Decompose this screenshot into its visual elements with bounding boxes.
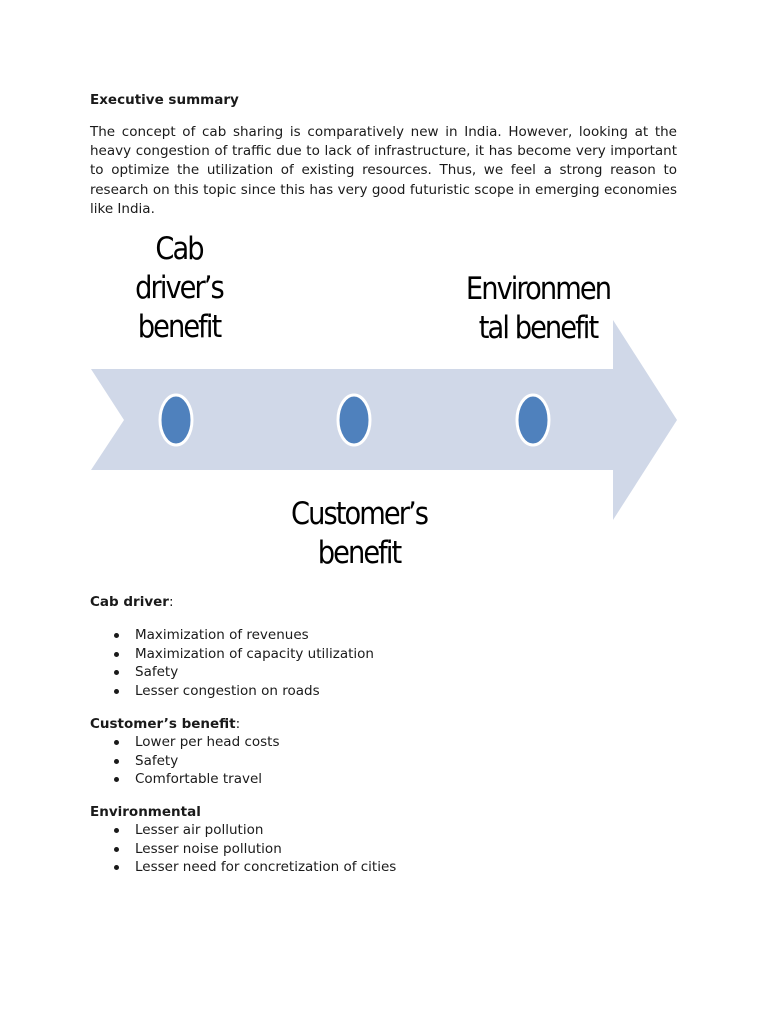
label-cab-drivers-benefit <box>125 230 232 347</box>
list-item: Lesser need for concretization of cities <box>113 858 396 877</box>
label-line: Cab <box>155 231 203 267</box>
list-item: Lesser air pollution <box>113 821 396 840</box>
label-line: Customer’s <box>290 496 428 532</box>
label-environmental-benefit <box>459 270 617 348</box>
environmental-section-title <box>90 804 201 820</box>
list-item: Safety <box>113 663 374 682</box>
cab-driver-benefits-list <box>113 626 374 700</box>
section-colon: : <box>168 594 174 610</box>
list-item: Safety <box>113 752 280 771</box>
section-title: Customer’s benefit <box>90 716 236 732</box>
timeline-marker-environment <box>517 395 549 445</box>
timeline-marker-driver <box>160 395 192 445</box>
label-line: benefit <box>317 535 401 571</box>
list-item: Lower per head costs <box>113 733 280 752</box>
list-item: Maximization of capacity utilization <box>113 645 374 664</box>
label-line: Environmen <box>465 271 611 307</box>
list-item: Comfortable travel <box>113 770 280 789</box>
intro-paragraph: The concept of cab sharing is comparatively new in India. However, looking at the heavy congestion of traffic due to lack of infrastructure, it has become very important to optimize the utilization of existing resources. Thus, we feel a strong reason to research on this topic since this has very good futuristic scope in emerging economies like India. <box>90 124 677 217</box>
section-title: Cab driver <box>90 594 169 610</box>
customer-section-title <box>90 716 240 732</box>
list-item: Lesser noise pollution <box>113 840 396 859</box>
environmental-benefits-list <box>113 821 396 877</box>
label-line: benefit <box>137 309 221 345</box>
list-item: Lesser congestion on roads <box>113 682 374 701</box>
label-line: driver’s <box>135 270 223 306</box>
section-colon: : <box>235 716 241 732</box>
timeline-marker-customer <box>338 395 370 445</box>
label-line: tal benefit <box>478 310 598 346</box>
section-title: Environmental <box>90 804 201 820</box>
label-customers-benefit <box>281 495 438 573</box>
executive-summary-heading: Executive summary <box>90 92 239 108</box>
customer-benefits-list <box>113 733 280 789</box>
cab-driver-section-title <box>90 594 174 610</box>
list-item: Maximization of revenues <box>113 626 374 645</box>
